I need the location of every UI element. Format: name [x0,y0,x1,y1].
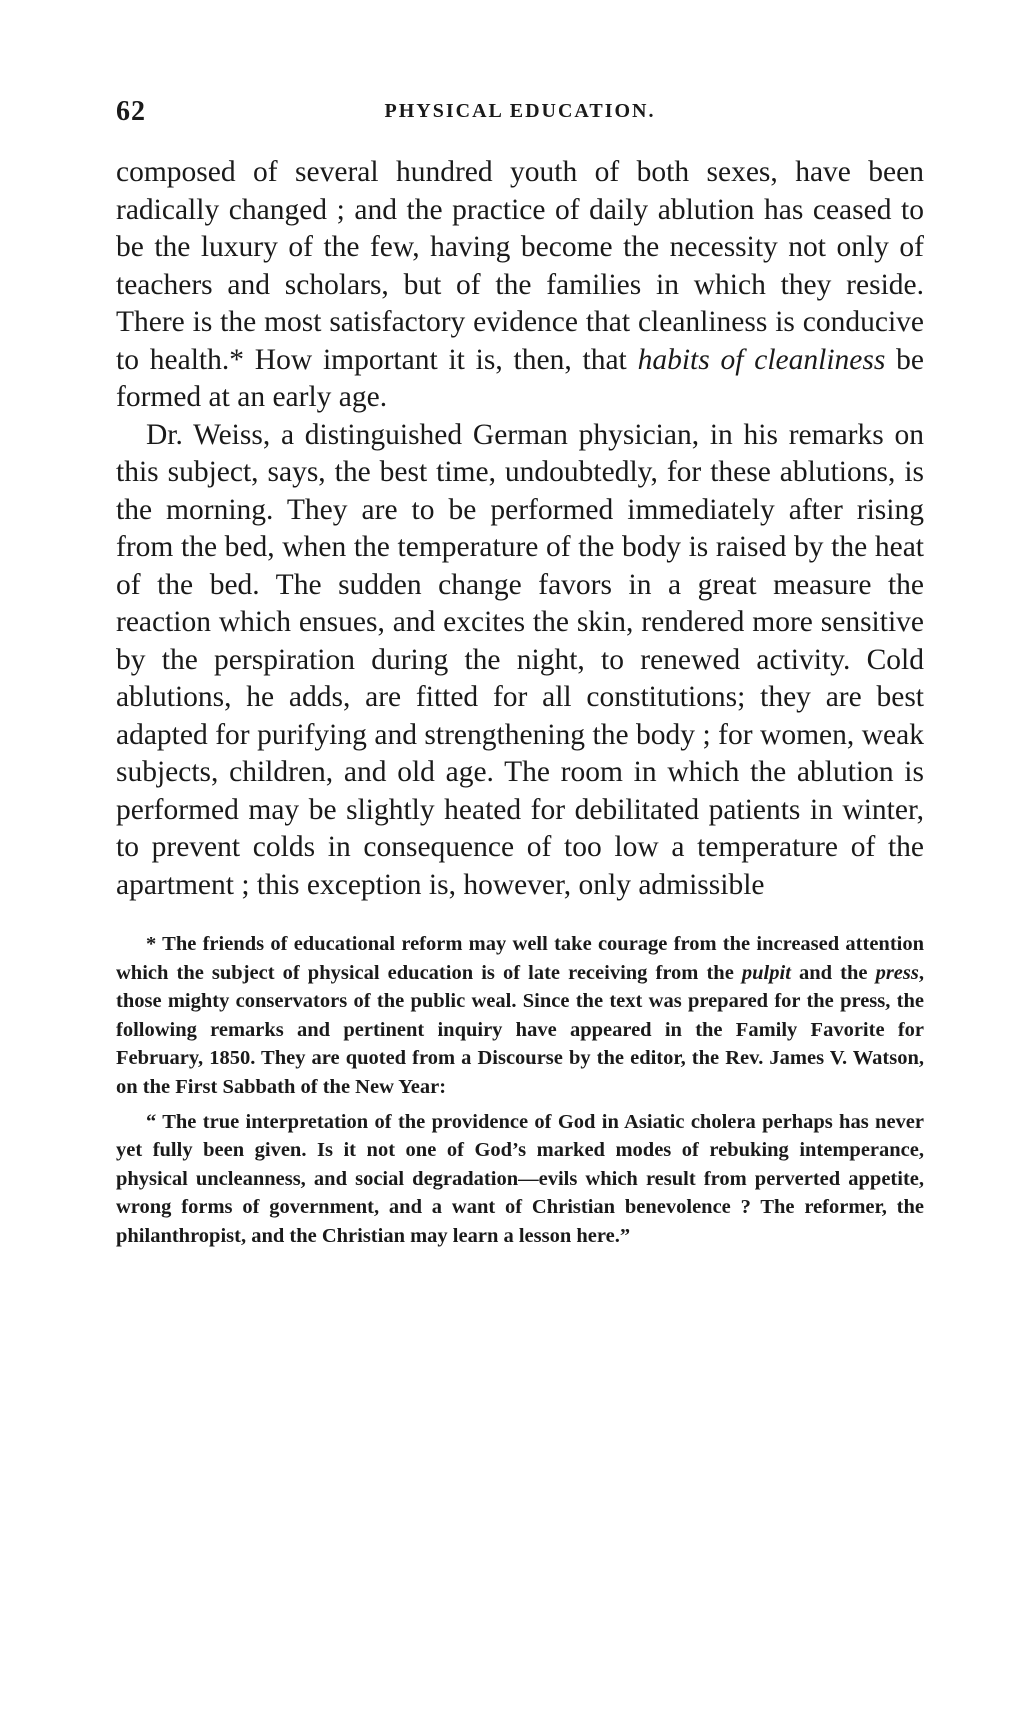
running-head [116,96,924,136]
footnote-italic-pulpit: pulpit [741,961,791,984]
paragraph-1-text: composed of several hundred youth of both sexes, have been radically changed ; and the practice of daily ablution has ceased to be the luxury of the few, having become the necessity not only of teachers and scholars, but of the families in which they reside. There is the most satisfactory evidence that cleanliness is conducive to health.* How important it is, then, that [116,156,924,376]
paragraph-1 [116,154,924,417]
footnote-1 [116,930,924,1102]
book-page [116,96,924,1251]
footnote-italic-press: press [875,961,919,984]
page-number: 62 [116,96,146,127]
body-text [116,154,924,904]
footnotes [116,930,924,1251]
paragraph-2: Dr. Weiss, a distinguished German physician, in his remarks on this subject, says, the best time, undoubtedly, for these ablutions, is the morning. They are to be performed immediately after rising from the bed, when the temperature of the body is raised by the heat of the bed. The sudden change favors in a great measure the reaction which ensues, and excites the skin, rendered more sensitive by the perspiration during the night, to renewed activity. Cold ablutions, he adds, are fitted for all constitutions; they are best adapted for purifying and strengthening the body ; for women, weak subjects, children, and old age. The room in which the ablution is performed may be slightly heated for debilitated patients in winter, to prevent colds in consequence of too low a temperature of the apartment ; this exception is, however, only admissible [116,418,924,901]
footnote-text: , those mighty conservators of the public weal. Since the text was prepared for the press, the following remarks and pertinent inquiry have appeared in the Family Favorite for February, 1850. They are quoted from a Discourse by the editor, the Rev. James V. Watson, on the First Sabbath of the New Year: [116,961,924,1098]
paragraph-1-italic: habits of cleanliness [637,343,886,376]
footnote-text: * The friends of educational reform may well take courage from the increased attention which the subject of physical education is of late receiving from the [116,933,924,984]
running-title: PHYSICAL EDUCATION. [384,100,656,122]
footnote-text: and the [790,961,876,984]
paragraph-1-text-end: be formed at an early age. [116,343,924,413]
footnote-quote: “ The true interpretation of the providence of God in Asiatic cholera perhaps has never yet fully been given. Is it not one of God’s marked modes of rebuking intemperance, physical uncleanness, and social degradation—evils which result from perverted appetite, wrong forms of government, and a want of Christian benevolence ? The reformer, the philanthropist, and the Christian may learn a lesson here.” [116,1110,924,1247]
